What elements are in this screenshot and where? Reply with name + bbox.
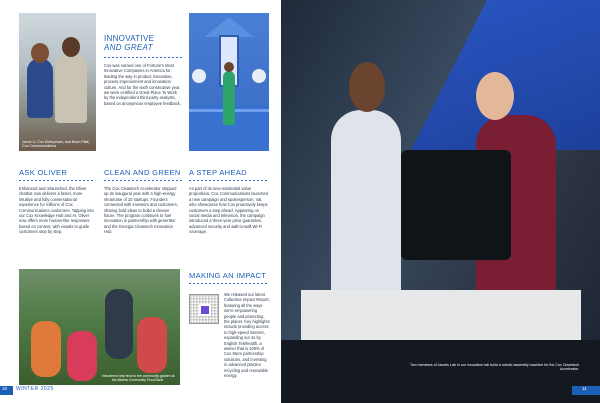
plant-shape xyxy=(252,69,266,83)
making-impact-heading: MAKING AN IMPACT xyxy=(189,271,267,280)
page-number-left: 10 xyxy=(2,386,8,391)
step-ahead-heading: A STEP AHEAD xyxy=(189,168,247,177)
person-head-shape xyxy=(31,43,49,63)
person-shape xyxy=(137,317,167,373)
making-impact-body: We released our latest Collective Impact Report, featuring all the ways we're empowering people and protecting the planet. Key highlights include providing access to high-speed internet, expanding our 4x by English Telehealth, a winner that is 100% of Cox Stem partnership solutions, and investing in advanced plastics recycling and renewable energy. xyxy=(224,292,270,379)
photo-caption: Jamie Li, Cox Enterprises, and Brian Platt, Cox Communications xyxy=(22,139,90,148)
innovative-heading-line1: INNOVATIVE xyxy=(104,34,155,43)
clean-green-heading: CLEAN AND GREEN xyxy=(104,168,181,177)
innovative-heading-line2: AND GREAT xyxy=(104,43,153,52)
person-head-shape xyxy=(62,37,80,57)
dotted-divider xyxy=(104,57,183,58)
ask-oliver-body: Enhanced and relaunched, the Oliver chatbot now delivers a faster, more intuitive and fully conversational experience for millions of Cox Communications customers. Tapping into our Cox Knowledge Hub and AI, Oliver now offers more human-like responses based on context, with visuals to guide customers step by step. xyxy=(19,186,94,235)
floor-shape xyxy=(281,340,600,403)
clean-green-body: The Cox Cleantech Accelerator stepped up its inaugural year with a high-energy showcase of 10 startups. Founders connected with investors and customers, sharing bold ideas to build a cleaner future. The program continues to fuel innovation in partnership with gener8tor and the Georgia Cleantech Innovation Hub. xyxy=(104,186,178,235)
photo-caption: Volunteers help tend to the community garden at the Atlanta Community Food Bank. xyxy=(101,374,175,382)
person-shape xyxy=(27,58,53,118)
roof-shape xyxy=(204,17,254,37)
page-number-right: 11 xyxy=(582,386,587,391)
photo-blue-house xyxy=(189,13,269,151)
person-shape xyxy=(223,71,235,125)
person-head-shape xyxy=(349,62,385,112)
step-ahead-body: As part of its new residential value proposition, Cox Communications launched a new campaign and spokesperson, Val, who showcases how Cox proactively keeps customers a step ahead. Appearing on social media and television, the campaign introduced a three-year price guarantee, advanced security and wall-to-wall Wi-Fi coverage. xyxy=(189,186,268,235)
dotted-divider xyxy=(189,180,269,181)
innovative-body: Cox was named one of Fortune's Most Innovative Companies in America for leading the way in product innovation, process improvement and innovation culture. And for the sixth consecutive year, we were certified a Great Place To Work by the independent third-party analysts, based on anonymous employee feedback. xyxy=(104,63,181,106)
qr-logo-icon xyxy=(199,304,211,316)
table-shape xyxy=(301,290,581,340)
plant-shape xyxy=(192,69,206,83)
person-shape xyxy=(31,321,61,377)
person-head-shape xyxy=(476,72,514,120)
photo-caption: Two members of Jacobs Lab in our innovation lab build a robotic assembly machine for the Cox Cleantech Accelerator. xyxy=(410,363,579,372)
innovative-heading xyxy=(104,34,154,52)
dotted-divider xyxy=(19,180,95,181)
camera-rig-shape xyxy=(401,150,511,260)
person-shape xyxy=(105,289,133,359)
photo-office-team xyxy=(19,13,96,151)
photo-innovation-lab xyxy=(281,0,600,403)
person-head-shape xyxy=(224,62,234,72)
person-shape xyxy=(55,53,87,123)
person-shape xyxy=(67,331,97,381)
dotted-divider xyxy=(104,180,182,181)
photo-community-garden xyxy=(19,269,180,385)
dotted-divider xyxy=(189,283,269,284)
ask-oliver-heading: ASK OLIVER xyxy=(19,168,68,177)
qr-code-icon[interactable] xyxy=(189,294,219,324)
issue-label: WINTER 2025 xyxy=(16,386,54,392)
